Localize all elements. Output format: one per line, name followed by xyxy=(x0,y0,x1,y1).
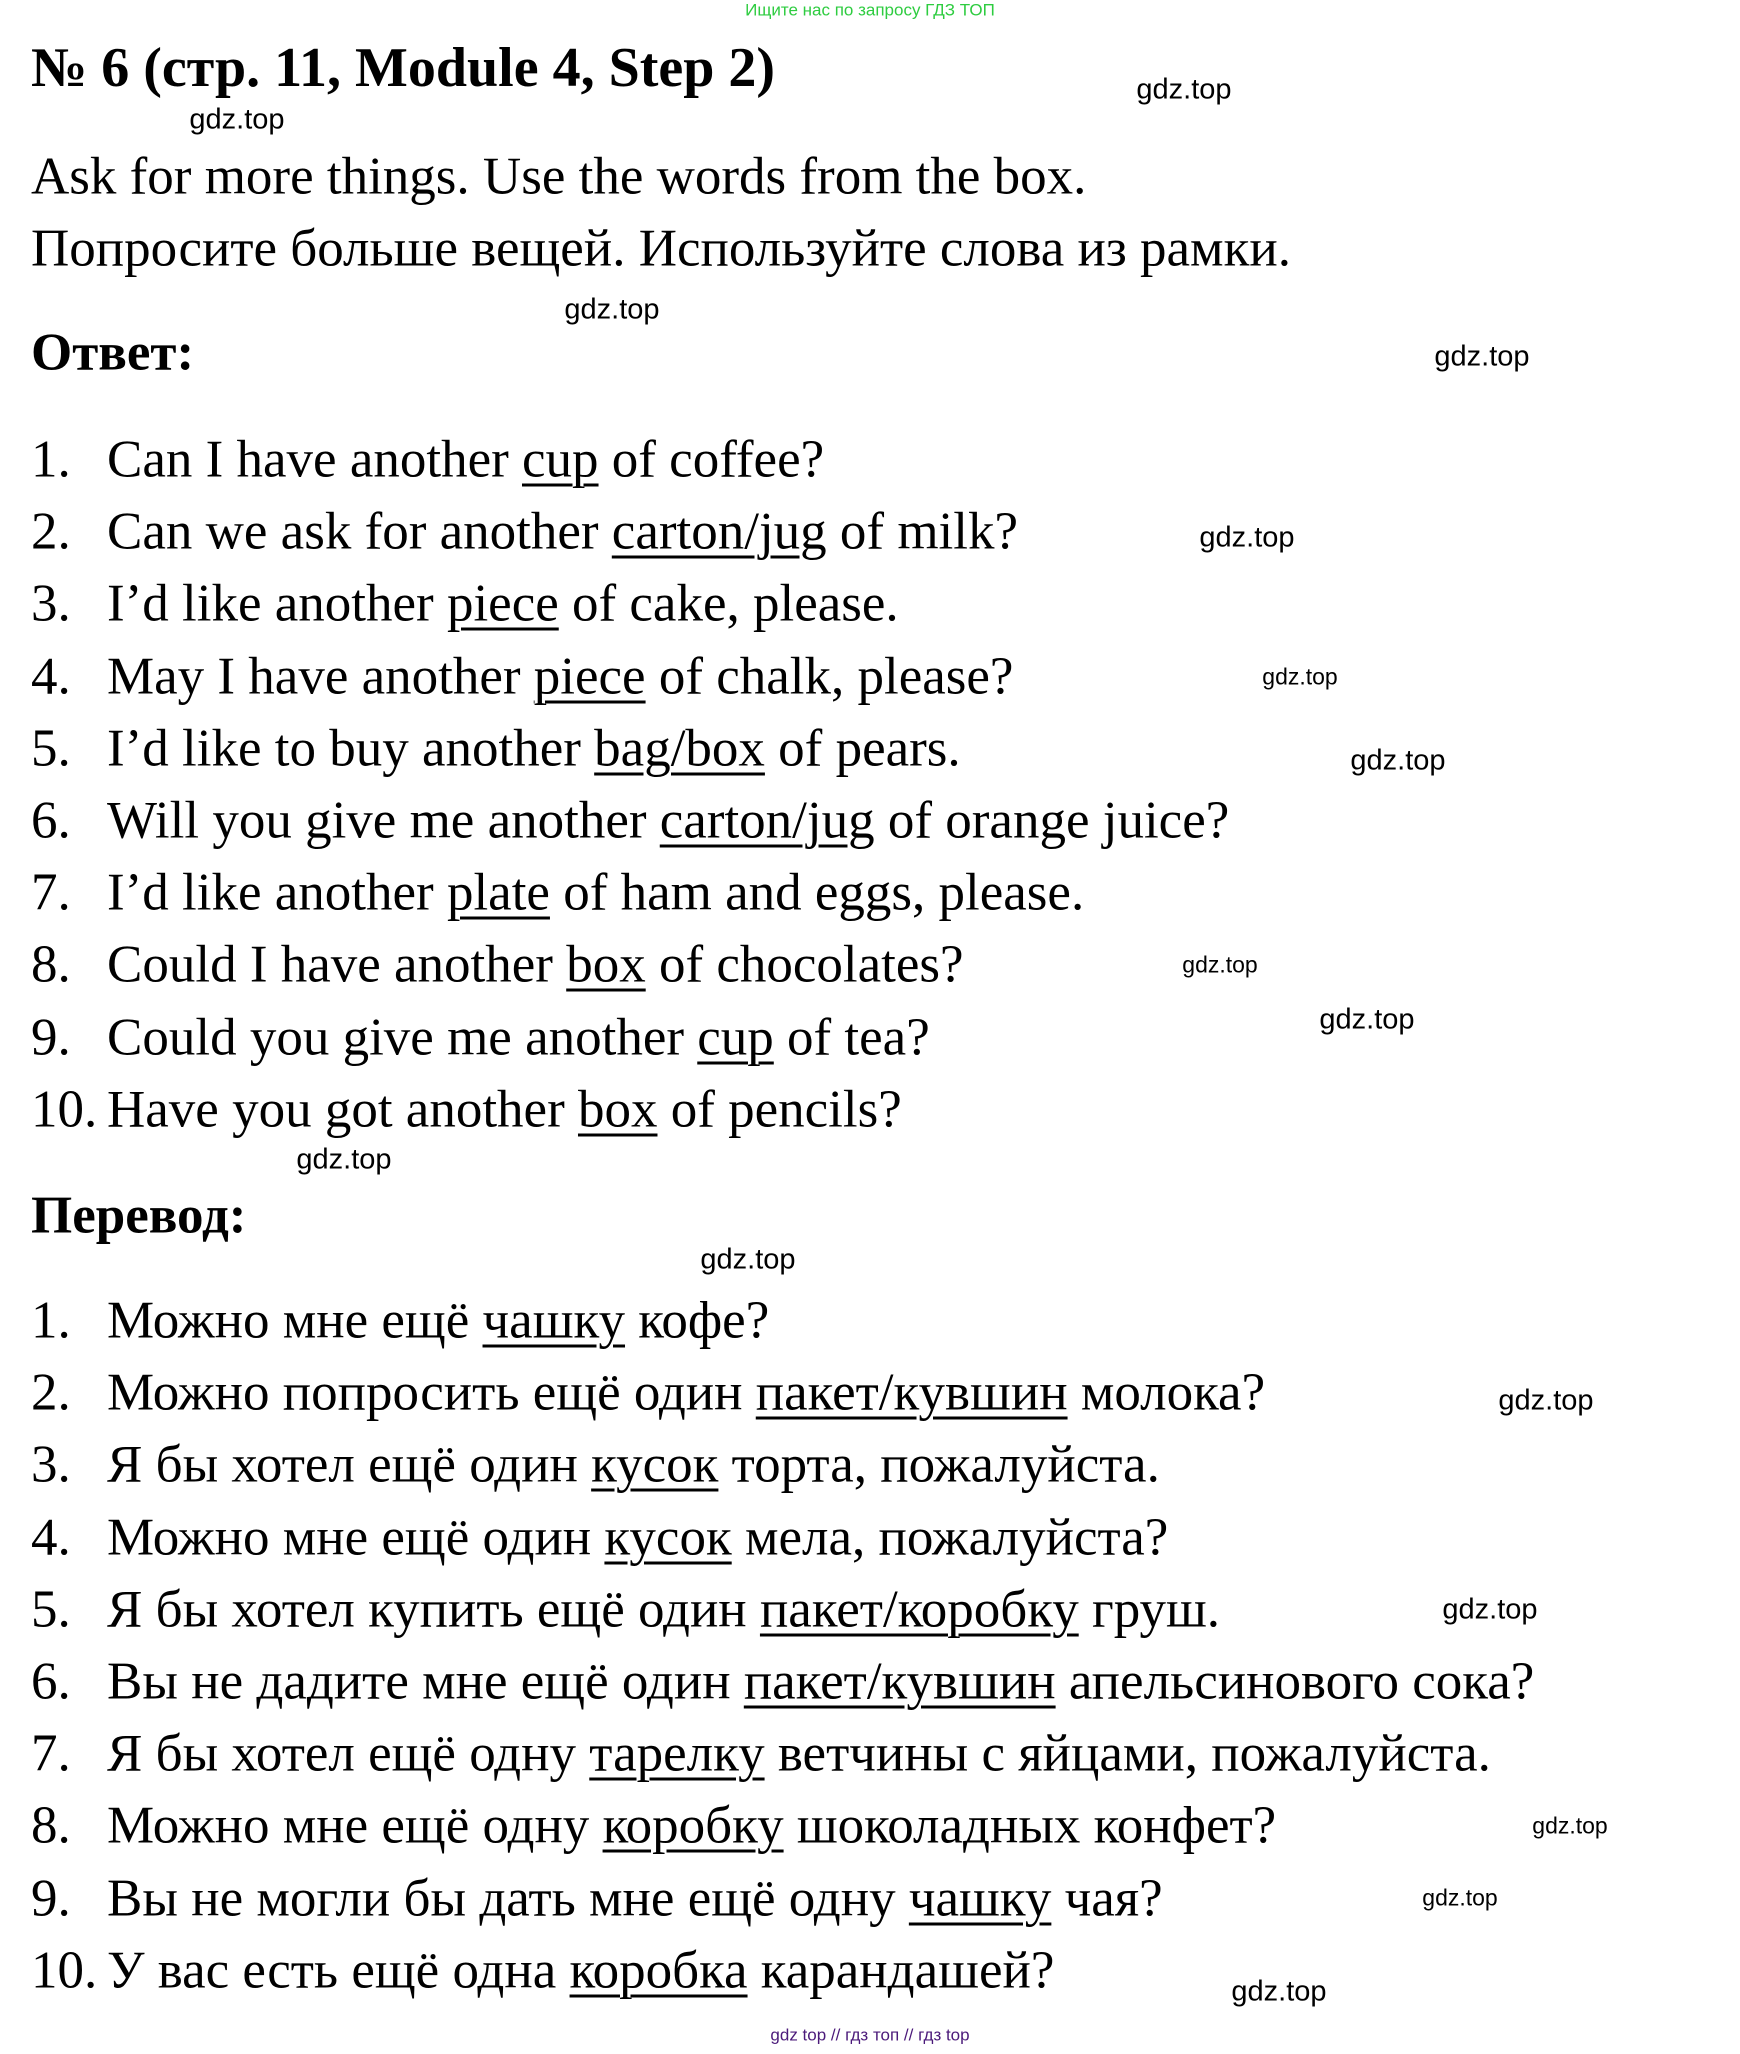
translation-item xyxy=(31,1724,1491,1783)
item-text-before: Можно попросить ещё один xyxy=(107,1363,756,1422)
item-text-after: of chalk, please? xyxy=(645,647,1014,706)
item-text-after: торта, пожалуйста. xyxy=(718,1435,1160,1494)
item-text-after: кофе? xyxy=(625,1291,770,1350)
item-text-after: of pencils? xyxy=(657,1080,902,1139)
translation-item xyxy=(31,1869,1163,1928)
item-underlined-word: пакет/кувшин xyxy=(755,1363,1068,1422)
item-underlined-word: пакет/коробку xyxy=(759,1580,1079,1639)
answer-item xyxy=(31,791,1230,850)
answer-item xyxy=(31,1008,930,1067)
translation-item xyxy=(31,1796,1277,1855)
item-text-after: of ham and eggs, please. xyxy=(549,863,1085,922)
watermark: gdz.top xyxy=(1319,1003,1415,1036)
item-text-before: Можно мне ещё одну xyxy=(107,1796,603,1855)
item-text-after: молока? xyxy=(1067,1363,1266,1422)
item-text-before: Вы не дадите мне ещё один xyxy=(107,1652,744,1711)
item-number: 5. xyxy=(31,719,71,778)
item-underlined-word: carton/jug xyxy=(659,791,875,850)
translation-item xyxy=(31,1508,1169,1567)
page-title: № 6 (стр. 11, Module 4, Step 2) xyxy=(31,37,776,99)
item-text-after: ветчины с яйцами, пожалуйста. xyxy=(764,1724,1491,1783)
watermark: gdz.top xyxy=(1199,521,1295,554)
watermark: gdz.top xyxy=(1434,340,1530,373)
item-underlined-word: кусок xyxy=(591,1435,719,1494)
answer-item xyxy=(31,502,1019,561)
translation-item xyxy=(31,1291,770,1350)
item-number: 10. xyxy=(31,1080,98,1139)
watermark: gdz.top xyxy=(1136,73,1232,106)
item-underlined-word: box xyxy=(566,935,646,994)
item-underlined-word: piece xyxy=(533,647,646,706)
item-underlined-word: cup xyxy=(522,430,599,489)
item-text-before: Можно мне ещё xyxy=(107,1291,483,1350)
watermark: gdz.top xyxy=(564,293,660,326)
item-underlined-word: чашку xyxy=(482,1291,626,1350)
item-text-after: of pears. xyxy=(764,719,961,778)
answer-item xyxy=(31,935,964,994)
answer-item xyxy=(31,1080,902,1139)
item-text-before: Could you give me another xyxy=(107,1008,698,1067)
item-number: 4. xyxy=(31,1508,71,1567)
watermark: gdz.top xyxy=(1182,951,1258,978)
item-text-after: шоколадных конфет? xyxy=(783,1796,1277,1855)
item-text-before: Have you got another xyxy=(107,1080,578,1139)
translation-item xyxy=(31,1652,1535,1711)
item-text-after: of cake, please. xyxy=(558,574,899,633)
answer-item xyxy=(31,719,961,778)
watermark: gdz.top xyxy=(1532,1812,1608,1839)
item-number: 1. xyxy=(31,1291,71,1350)
watermark: gdz.top xyxy=(1231,1975,1327,2008)
answer-item xyxy=(31,574,899,633)
footer-watermark: gdz top // гдз топ // гдз top xyxy=(770,2025,970,2045)
translation-item xyxy=(31,1580,1221,1639)
item-number: 7. xyxy=(31,1724,71,1783)
item-number: 2. xyxy=(31,502,71,561)
item-number: 1. xyxy=(31,430,71,489)
answer-heading: Ответ: xyxy=(31,323,195,382)
item-number: 2. xyxy=(31,1363,71,1422)
watermark: gdz.top xyxy=(1498,1384,1594,1417)
item-number: 10. xyxy=(31,1941,98,2000)
item-number: 7. xyxy=(31,863,71,922)
task-russian: Попросите больше вещей. Используйте слова из рамки. xyxy=(31,219,1291,278)
item-number: 3. xyxy=(31,574,71,633)
item-text-before: May I have another xyxy=(107,647,534,706)
translation-item xyxy=(31,1435,1160,1494)
item-text-before: Will you give me another xyxy=(107,791,660,850)
watermark: gdz.top xyxy=(1422,1884,1498,1911)
item-text-before: Я бы хотел ещё одну xyxy=(107,1724,590,1783)
watermark: gdz.top xyxy=(700,1243,796,1276)
watermark: gdz.top xyxy=(1350,744,1446,777)
item-number: 6. xyxy=(31,791,71,850)
item-text-before: У вас есть ещё одна xyxy=(107,1941,570,2000)
item-number: 4. xyxy=(31,647,71,706)
item-underlined-word: пакет/кувшин xyxy=(743,1652,1056,1711)
item-number: 9. xyxy=(31,1869,71,1928)
item-text-before: I’d like to buy another xyxy=(107,719,595,778)
item-number: 8. xyxy=(31,1796,71,1855)
item-underlined-word: коробку xyxy=(602,1796,784,1855)
item-underlined-word: коробка xyxy=(569,1941,748,2000)
translation-heading: Перевод: xyxy=(31,1186,247,1245)
item-text-after: мела, пожалуйста? xyxy=(731,1508,1169,1567)
item-text-before: I’d like another xyxy=(107,863,447,922)
item-text-after: of milk? xyxy=(826,502,1019,561)
item-underlined-word: carton/jug xyxy=(611,502,827,561)
task-english: Ask for more things. Use the words from the box. xyxy=(31,147,1087,206)
item-number: 9. xyxy=(31,1008,71,1067)
translation-item xyxy=(31,1363,1266,1422)
item-underlined-word: cup xyxy=(697,1008,774,1067)
watermark: gdz.top xyxy=(296,1143,392,1176)
item-text-before: Можно мне ещё один xyxy=(107,1508,605,1567)
search-banner: Ищите нас по запросу ГДЗ ТОП xyxy=(745,0,995,20)
item-text-after: of orange juice? xyxy=(874,791,1230,850)
item-underlined-word: box xyxy=(577,1080,658,1139)
item-text-after: of tea? xyxy=(773,1008,930,1067)
item-underlined-word: чашку xyxy=(908,1869,1052,1928)
item-text-after: of coffee? xyxy=(598,430,825,489)
item-text-after: апельсинового сока? xyxy=(1055,1652,1535,1711)
item-underlined-word: piece xyxy=(446,574,559,633)
item-underlined-word: тарелку xyxy=(589,1724,765,1783)
item-text-after: чая? xyxy=(1051,1869,1163,1928)
item-text-before: Could I have another xyxy=(107,935,567,994)
answer-item xyxy=(31,647,1014,706)
item-text-after: of chocolates? xyxy=(645,935,964,994)
item-text-after: карандашей? xyxy=(747,1941,1055,2000)
answer-item xyxy=(31,430,825,489)
item-number: 8. xyxy=(31,935,71,994)
item-underlined-word: bag/box xyxy=(594,719,765,778)
item-underlined-word: plate xyxy=(446,863,550,922)
item-text-before: I’d like another xyxy=(107,574,447,633)
item-text-before: Вы не могли бы дать мне ещё одну xyxy=(107,1869,909,1928)
item-underlined-word: кусок xyxy=(604,1508,732,1567)
item-text-before: Can we ask for another xyxy=(107,502,612,561)
watermark: gdz.top xyxy=(1262,663,1338,690)
watermark: gdz.top xyxy=(1442,1593,1538,1626)
item-number: 3. xyxy=(31,1435,71,1494)
item-number: 5. xyxy=(31,1580,71,1639)
answer-item xyxy=(31,863,1085,922)
item-number: 6. xyxy=(31,1652,71,1711)
item-text-before: Я бы хотел купить ещё один xyxy=(107,1580,760,1639)
translation-item xyxy=(31,1941,1055,2000)
item-text-before: Can I have another xyxy=(107,430,522,489)
watermark: gdz.top xyxy=(189,103,285,136)
item-text-before: Я бы хотел ещё один xyxy=(107,1435,592,1494)
item-text-after: груш. xyxy=(1078,1580,1221,1639)
